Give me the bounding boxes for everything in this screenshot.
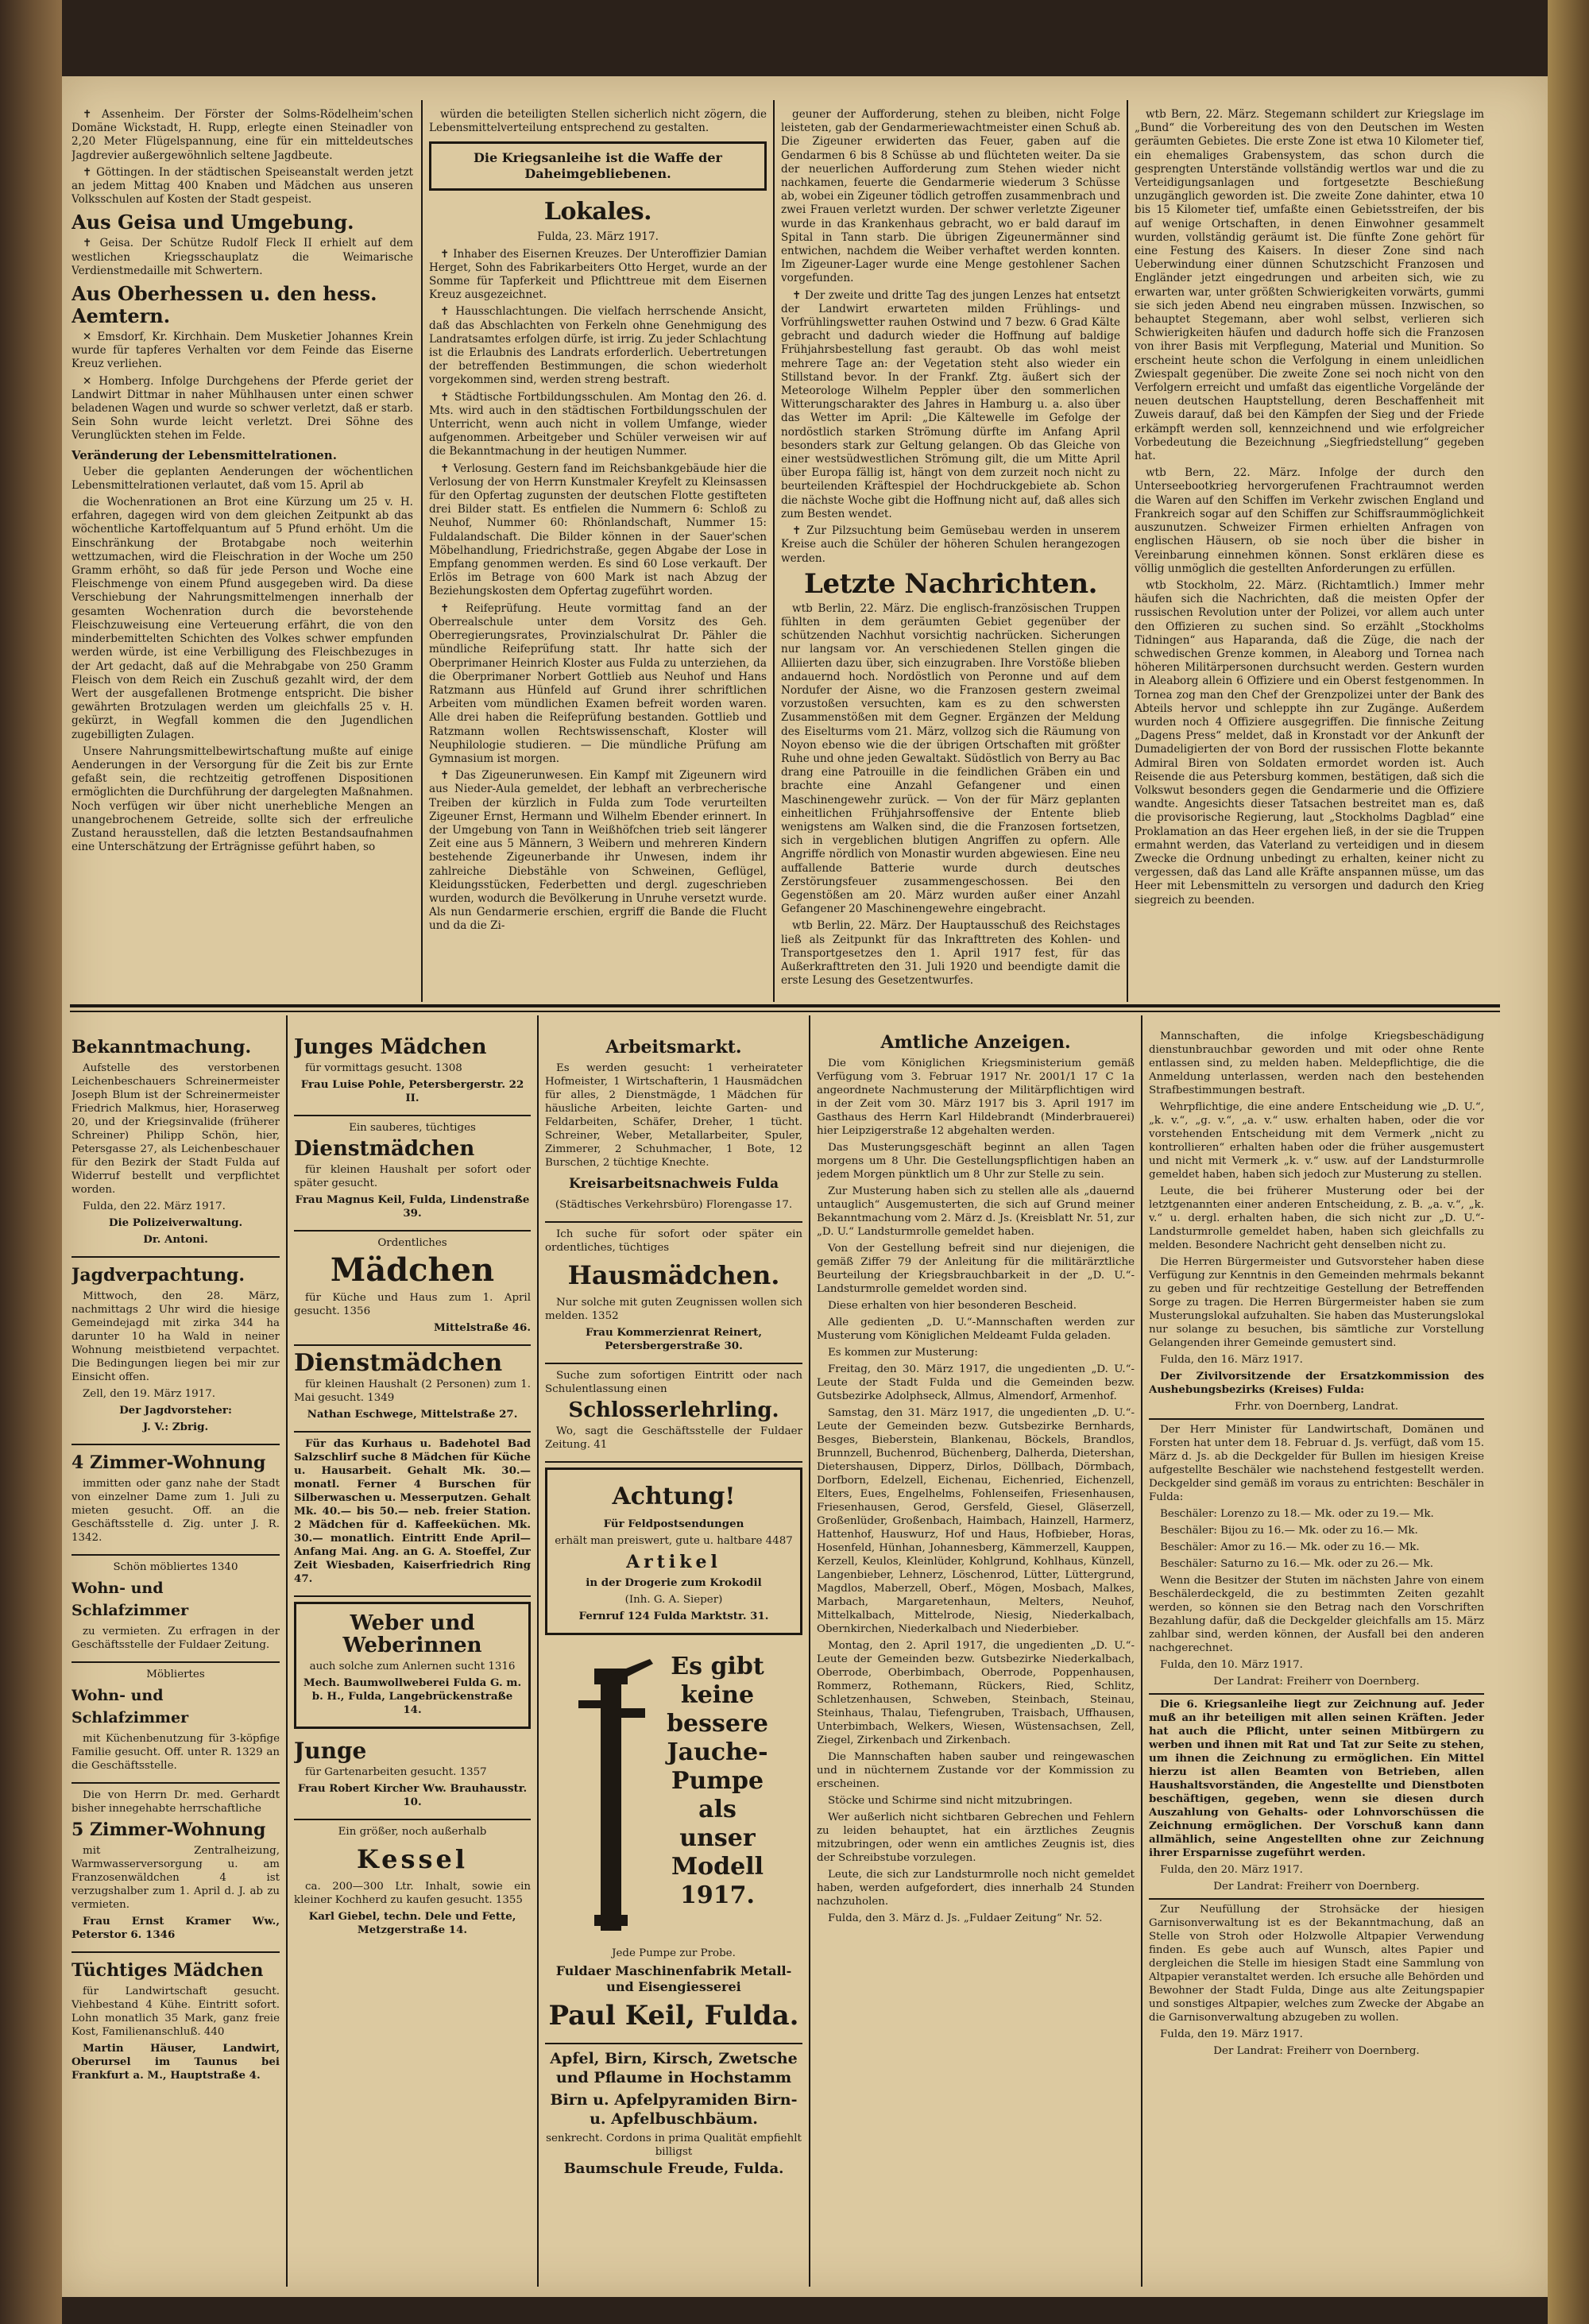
notice-signature: Der Landrat: Freiherr von Doernberg. [1213,2045,1420,2057]
notice-text: Leute, die bei früherer Musterung oder bei der letztgenannten einer anderen Entscheidung, z. B. „a. v.“, „k. v.“ u. dergl. erhalten haben, die sich nicht zur „D. U.“-Landsturmrolle gemeldet haben, haben sich gleichfalls zu melden. Besondere Nachricht geht denselben nicht zu. [1149,1185,1484,1251]
ad-text: zu vermieten. Zu erfragen in der Geschäftsstelle der Fuldaer Zeitung. [72,1626,280,1651]
ad-job [294,1030,531,1116]
news-item: ✝ Zur Pilzsuchtung beim Gemüsebau werden in unserem Kreise auch die Schüler der höheren Schulen herangezogen werden. [781,524,1120,565]
column-rule [421,100,423,1002]
ad-labor-market [545,1030,802,1223]
ad-text: Aufstelle des verstorbenen Leichenbeschauers Schreinermeister Joseph Blum ist der Schreinermeister Friedrich Malkmus, hier, Horaserweg 20, und der Kriegsinvalide (früherer Schreiner) Philipp Schön, hier, Petersgasse 27, als Leichenbeschauer für den Bezirk der Stadt Fulda auf Widerruf bestellt und verpflichtet worden. [72,1062,280,1196]
notice-text: Wer außerlich nicht sichtbaren Gebrechen und Fehlern zu leiden behauptet, hat ein ärztliches Zeugnis mitzubringen, oder wenn ein amtliches Zeugnis ist, dies der Schreibstube vorzulegen. [817,1812,1135,1864]
ad-text: senkrecht. Cordons in prima Qualität empfiehlt billigst [546,2133,802,2158]
news-item: geuner der Aufforderung, stehen zu bleiben, nicht Folge leisteten, gab der Gendarmeriewachtmeister einen Schuß ab. Die Zigeuner erwiderten das Feuer, gaben auf die Gendarmen 6 bis 8 Schüsse ab und flüchteten weiter. Da sie der neuerlichen Aufforderung zum Stehen wieder nicht nachkamen, feuerte die Gendarmerie wiederum 3 Schüsse ab, wobei ein Zigeuner tödlich getroffen zusammenbrach und zwei Frauen verletzt wurden. Der schwer verletzte Zigeuner wurde in das Krankenhaus gebracht, wo er bald darauf im Spital in Tann starb. Die übrigen Zigeunermänner sind entwichen, nachdem die Weiber verhaftet werden konnten. Im Zigeuner-Lager wurde eine Menge gestohlener Sachen vorgefunden. [781,108,1120,285]
ad-job [72,1953,280,2092]
notice-text: Diese erhalten von hier besonderen Bescheid. [828,1300,1077,1312]
ad-text: ca. 200—300 Ltr. Inhalt, sowie ein kleiner Kochherd zu kaufen gesucht. 1355 [294,1881,531,1906]
ad-signature: Frau Magnus Keil, Fulda, Lindenstraße 39. [295,1193,530,1220]
ad-signature: Dr. Antoni. [143,1233,208,1246]
ad-subtitle: Für Feldpostsendungen [603,1518,744,1530]
notice-date: Fulda, den 16. März 1917. [1160,1354,1303,1366]
ad-signature: Frau Ernst Kramer Ww., Peterstor 6. 1346 [72,1915,280,1941]
ad-room [72,1556,280,1663]
notice-date: Fulda, den 20. März 1917. [1160,1864,1303,1876]
news-item: ✝ Hausschlachtungen. Die vielfach herrschende Ansicht, daß das Abschlachten von Ferkeln ohne Genehmigung des Landratsamtes erfolgen dürfe, ist irrig. Zu jeder Schlachtung ist die Erlaubnis des Landrats erforderlich. Uebertretungen der betreffenden Bestimmungen, die schon wiederholt vorgekommen sind, werden streng bestraft. [429,305,767,387]
ad-pre: Ein sauberes, tüchtiges [349,1122,476,1134]
column-rule [809,1015,810,2287]
section-heading: Aus Geisa und Umgebung. [72,211,354,234]
ads-column-5 [1149,1030,1484,2293]
ad-job [294,1116,531,1232]
notice-text: Beschäler: Bijou zu 16.— Mk. oder zu 16.— Mk. [1160,1525,1418,1537]
notice-signature: Frhr. von Doernberg, Landrat. [1149,1400,1484,1420]
notice-text: Das Musterungsgeschäft beginnt an allen Tagen morgens um 8 Uhr. Die Gestellungspflichtigen haben an jedem Morgen pünktlich um 8 Uhr zur Stelle zu sein. [817,1142,1135,1181]
ad-apprentice [545,1364,802,1463]
dateline: Fulda, 23. März 1917. [537,230,659,244]
news-item: ✝ Reifeprüfung. Heute vormittag fand an der Oberrealschule unter dem Vorsitz des Geh. Oberregierungsrates, Provinzialschulrat Dr. Pähler die mündliche Reifeprüfung statt. Ihr hatte sich der Oberprimaner Heinrich Kloster aus Fulda zu unterziehen, da die Oberprimaner Norbert Gottlieb aus Neuhof und Hans Ratzmann aus Hünfeld auf Grund ihrer schriftlichen Arbeiten vom mündlichen Examen befreit worden waren. Alle drei haben die Reifeprüfung bestanden. Gottlieb und Ratzmann wollen Rechtswissenschaft, Kloster will Neuphilologie studieren. — Die mündliche Prüfung am Gymnasium ist morgen. [429,601,767,765]
ads-column-1 [72,1030,280,2293]
ad-hunting-lease [72,1258,280,1445]
ad-signature: Martin Häuser, Landwirt, Oberursel im Taunus bei Frankfurt a. M., Hauptstraße 4. [72,2042,280,2082]
ad-text: mit Zentralheizung, Warmwasserversorgung u. am Franzosenwäldchen 4 ist verzugshalber zum 1. April d. J. ab zu vermieten. [72,1845,280,1911]
ad-text: für vormittags gesucht. 1308 [305,1062,462,1074]
notice-text: Stöcke und Schirme sind nicht mitzubringen. [828,1795,1073,1807]
ad-text: für kleinen Haushalt per sofort oder später gesucht. [294,1164,531,1189]
ad-pre: Schön möbliertes 1340 [113,1561,238,1573]
ad-text: Es werden gesucht: 1 verheirateter Hofmeister, 1 Wirtschafterin, 1 Hausmädchen für alles, 2 Dienstmägde, 1 Mädchen für häusliche Arbeiten, leichte Garten- und Feldarbeiten, Schäfer, Dreher, 1 tücht. Schreiner, Weber, Metallarbeiter, Spuler, Zimmerer, 2 Schuhmacher, 1 Bote, 12 Burschen, 2 tüchtige Knechte. [545,1062,802,1169]
ad-signature: Frau Kommerzienrat Reinert, Petersbergerstraße 30. [585,1326,762,1352]
ad-title: Kreisarbeitsnachweis Fulda [568,1176,779,1192]
section-heading: Aus Oberhessen u. den hess. Aemtern. [72,282,377,328]
notice-text: Mannschaften, die infolge Kriegsbeschädigung dienstunbrauchbar geworden und mit oder ohne Rente entlassen sind, zu melden haben. Meldepflichtige, die die Anmeldung unterlassen, werden nach den bestehenden Strafbestimmungen bestraft. [1149,1031,1484,1096]
ad-job [294,1346,531,1433]
notice-date: Fulda, den 19. März 1917. [1160,2028,1303,2040]
notice-text: Zur Neufüllung der Strohsäcke der hiesigen Garnisonverwaltung ist es der Bekanntmachung, daß an Stelle von Stroh oder Holzwolle Altpapier Verwendung finden. Es gebe auch auf Wunsch, altes Papier und dergleichen die Stelle im hiesigen Stadt eine Sammlung von Altpapier veranstaltet werden. Ich ersuche alle Behörden und Bewohner der Stadt Fulda, Dinge aus alte Zeitungspapier und sonstiges Altpapier, welches zum Zwecke der Abgabe an die Garnisonverwaltung abzugeben zu wollen. [1149,1904,1484,2024]
ad-name: Paul Keil, Fulda. [548,2000,799,2032]
news-item: ✝ Assenheim. Der Förster der Solms-Rödelheim'schen Domäne Wickstadt, H. Rupp, erlegte einen Steinadler von 2,20 Meter Flügelspannung, eine für ein mitteldeutsches Jagdrevier außergewöhnlich seltene Jagdbeute. [72,108,413,162]
ad-job [294,1232,531,1346]
ad-title: Wohn- und Schlafzimmer [72,1687,189,1727]
ad-title: Hausmädchen. [567,1260,780,1290]
notice-text: Alle gedienten „D. U.“-Mannschaften werden zur Musterung vom Königlichen Meldeamt Fulda geladen. [817,1317,1135,1342]
notice-text: Samstag, den 31. März 1917, die ungedienten „D. U.“-Leute der Gemeinden bezw. Gutsbezirke Bernhards, Besges, Bieberstein, Blankenau, Böckels, Brandlos, Brunnzell, Buchenrod, Büchenberg, Dalherda, Dietershan, Dietershausen, Dipperz, Dirlos, Döllbach, Dörmbach, Dorfborn, Edelzell, Eichenau, Eichenried, Eichenzell, Elters, Eues, Engelhelms, Fohlenseifen, Friesenhausen, Friesenhausen, Gerod, Gersfeld, Giesel, Gläserzell, Großenlüder, Großenbach, Haimbach, Hainzell, Harmerz, Hattenhof, Hauswurz, Hof und Haus, Hofbieber, Horas, Hosenfeld, Hünhan, Johannesberg, Kämmerzell, Kauppen, Kerzell, Keulos, Kleinlüder, Kohlgrund, Kohlhaus, Künzell, Langenbieber, Lehnerz, Löschenrod, Lütter, Lüttergrund, Magdlos, Maberzell, Oberf., Mögen, Mosbach, Malkes, Marbach, Margaretenhaun, Melters, Neuhof, Mittelkalbach, Mittelrode, Niesig, Niederkalbach, Obernkirchen, Niederkalbach und Niederbieber. [817,1407,1135,1635]
notice-text: Die vom Königlichen Kriegsministerium gemäß Verfügung vom 3. Februar 1917 Nr. 2001/1 17 C 1a angeordnete Nachmusterung der Militärpflichtigen wird in der Zeit vom 30. März 1917 bis 3. April 1917 im Gasthaus des Herrn Karl Hildebrandt (Minderbrauerei) hier Leipzigerstraße 12 abgehalten werden. [817,1058,1135,1137]
ad-title: 5 Zimmer-Wohnung [72,1819,266,1840]
news-item: wtb Stockholm, 22. März. (Richtamtlich.) Immer mehr häufen sich die Nachrichten, daß die meisten Opfer der russischen Revolution unter der Polizei, vor allem auch unter den Offizieren zu suchen sind. So erzählt „Stockholms Tidningen“ aus Haparanda, daß die Züge, die nach der schwedischen Grenze kommen, in Aleaborg und Tornea nach höheren Militärpersonen durchsucht werden. Gestern wurden in Aleaborg allein 6 Offiziere und ein Oberst festgenommen. In Tornea zog man den Chef der Grenzpolizei unter der Bank des Abteils hervor und schleppte ihn zur Zugänge. Außerdem wurden noch 4 Offiziere ausgegriffen. Die finnische Zeitung „Dagens Press“ meldet, daß in Kronstadt vor der Ankunft der Dumadeligierten der von Bord der russischen Flotte bekannte Admiral Biren von Soldaten ermordet worden ist. Auch Reisende die aus Petersburg kommen, bestätigen, daß sich die Volkswut besonders gegen die Gendarmerie und die Offiziere wandte. Angesichts dieser Tatsachen bestreitet man es, daß die provisorische Regierung, laut „Stockholms Dagblad“ eine Proklamation an das Heer ergehen ließ, in der sie die Truppen ermahnt werden, das Vaterland zu verteidigen und in diesem Zwecke die Ordnung unbedingt zu erhalten, keiner nicht zu vergessen, daß das Land alle Kräfte anspannen müsse, um das Heer mit Lebensmitteln zu versorgen und dadurch den Krieg siegreich zu beenden. [1135,578,1484,907]
ad-item: Artikel [626,1552,721,1572]
notice-text: Leute, die sich zur Landsturmrolle noch nicht gemeldet haben, werden aufgefordert, dies innerhalb 24 Stunden nachzuholen. [817,1869,1135,1908]
notice-text: Beschäler: Saturno zu 16.— Mk. oder zu 26.— Mk. [1160,1558,1434,1570]
scan-top-margin [0,0,1589,76]
news-item: wtb Bern, 22. März. Stegemann schildert zur Kriegslage im „Bund“ die Vorbereitung des von den Deutschen im Westen geräumten Gebietes. Die erste Zone ist etwa 10 Kilometer tief, ein ehemaliges Grabensystem, das schon durch die gesprengten Unterstände vollständig wertlos war und die zu Verteidigungsanlagen und fortgesetzte Beschießung unzugänglich geworden ist. Die zweite Zone dahinter, etwa 10 bis 15 Kilometer tief, umfaßte einen Gebietsstreifen, der bis auf wenige Ortschaften, in denen Einwohner gesammelt wurden, vollständig geräumt ist. Die fünfte Zone gehört für eine Festung des Kaisers. In dieser Zone sind nach Ueberwindung einer dünnen Schutzschicht Franzosen und Engländer jetzt eingedrungen und arbeiten sich, wie zu erwarten war, unter größten Schwierigkeiten vorwärts, gummi sie sich jeden Abend neu eingraben müssen. Inzwischen, so behauptet Stegemann, aber wohl selbst, verlieren sich Schwierigkeiten häufen und dadurch hoffe sich die Franzosen von ihrer Basis mit Verpflegung, Material und Munition. So erscheint heute schon die Verfolgung in einem unleidlichen Zwiespalt gegenüber. Die zweite Zone sei noch nicht von den Verfolgern erreicht und umfaßt das eigentliche Vorgelände der neuen deutschen Hauptstellung, deren Beschaffenheit mit Zuweis darauf, daß bei den Kämpfen der Sieg und der Friede erkämpft werden soll, kennzeichnend und wie erfolgreicher Vorbedeutung die Bezeichnung „Siegfriedstellung“ gegeben hat. [1135,108,1484,463]
column-rule [1127,100,1128,1002]
ad-signature: Der Jagdvorsteher: [119,1404,232,1417]
article-text: die Wochenrationen an Brot eine Kürzung um 25 v. H. erfahren, dagegen wird von dem gleichen Zeitpunkt ab das wöchentliche Kartoffelquantum auf 5 Pfund erhöht. Um die Einschränkung der Brotabgabe noch weiterhin wettzumachen, wird die Fleischration in der Woche um 250 Gramm erhöht, so daß für jede Person und Woche eine Fleischmenge von einem Pfund ausgegeben wird. Da diese Verschiebung der Nahrungsmittelmengen innerhalb der gesamten Wochenration durch die bevorstehende Fleischzuweisung eine Verteuerung erfährt, die von den minderbemittelten Schichten des Volkes schwer empfunden werden würde, ist eine Verbilligung des Fleischbezuges in der Art gedacht, daß auf die Mehrabgabe von 250 Gramm Fleisch von dem Reich ein Zuschuß gezahlt wird, der dem Wert der ausgefallenen Brotmenge entspricht. Die bisher gewährten Brotzulagen werden um gleichfalls 25 v. H. gekürzt, in Wegfall kommen die den Jugendlichen zugebilligten Zulagen. [72,496,413,741]
article-column-3 [781,108,1120,1002]
ad-title: Arbeitsmarkt. [605,1037,742,1058]
notice-text: Wenn die Besitzer der Stuten im nächsten Jahre von einem Beschälerdeckgeld, die zu bestimmten Zeiten gezahlt werden, so können sie den Betrag nach den Vorschriften Bezahlung dafür, daß die Deckgelder gleichfalls am 15. März zahlbar sind, werden können, der Ausfall bei den anderen nachgerechnet. [1149,1575,1484,1654]
notice-text: Wehrpflichtige, die eine andere Entscheidung wie „D. U.“, „k. v.“, „g. v.“, „a. v.“ usw. erhalten haben, oder die vor vorstehenden Entscheidung mit dem Vermerk „nicht zu kontrollieren“ erhalten haben oder die früher ausgemustert und nicht mit Vermerk „k. v.“ usw. auf der Landsturmrolle gemeldet haben, haben sich jedoch zur Musterung zu stellen. [1149,1101,1484,1181]
ad-title: Kessel [356,1844,468,1874]
ad-apartment [72,1445,280,1556]
ad-signature: Die Polizeiverwaltung. [108,1216,243,1229]
ad-nursery [545,2044,802,2185]
ad-text: für kleinen Haushalt (2 Personen) zum 1. Mai gesucht. 1349 [294,1379,531,1404]
article-text: würden die beteiligten Stellen sicherlich nicht zögern, die Lebensmittelverteilung entsprechend zu gestalten. [429,108,767,135]
news-item: ✝ Verlosung. Gestern fand im Reichsbankgebäude hier die Verlosung der von Herrn Kunstmaler Kreyfelt zu Kleinsassen für den Opfertag zugunsten der deutschen Flotte gestifteten drei Bilder statt. Es entfielen die Nummern 6: Schloß zu Neuhof, Nummer 60: Rhönlandschaft, Nummer 15: Fuldalandschaft. Die Bilder können in der Sauer'schen Möbelhandlung, Friedrichstraße, gegen Abgabe der Lose in Empfang genommen werden. Es sind 60 Lose verkauft. Der Erlös im Betrage von 600 Mark ist nach Abzug der Beziehungskosten dem Opfertag zugeführt worden. [429,462,767,598]
ad-signature: Nathan Eschwege, Mittelstraße 27. [307,1408,518,1421]
notice-text: Die Mannschaften haben sauber und reingewaschen und in nüchternem Zustande vor der Kommission zu erscheinen. [817,1751,1135,1790]
ad-title: Bekanntmachung. [72,1037,252,1058]
section-divider [70,1011,1500,1012]
pump-illustration [570,1653,777,1939]
ad-signature: J. V.: Zbrig. [142,1421,209,1433]
ads-column-3 [545,1030,802,2293]
ad-text: für Küche und Haus zum 1. April gesucht. 1356 [294,1292,531,1317]
ad-text: mit Küchenbenutzung für 3-köpfige Familie gesucht. Off. unter R. 1329 an die Geschäftsstelle. [72,1733,280,1772]
ad-text: für Landwirtschaft gesucht. Viehbestand 4 Kühe. Eintritt sofort. Lohn monatlich 35 Mark, ganz freie Kost, Familienanschluß. 440 [72,1986,280,2038]
ad-text: immitten oder ganz nahe der Stadt von einzelner Dame zum 1. Juli zu mieten gesucht. Off. an die Geschäftsstelle d. Zig. unter J. R. 1342. [72,1478,280,1544]
ad-title: Schlosserlehrling. [568,1398,779,1422]
news-item: ✝ Geisa. Der Schütze Rudolf Fleck II erhielt auf dem westlichen Kriegsschauplatz die Weimarische Verdienstmedaille mit Schwertern. [72,237,413,277]
section-divider [70,1004,1500,1007]
article-column-4 [1135,108,1484,1002]
news-item: wtb Berlin, 22. März. Die englisch-französischen Truppen fühlten in dem geräumten Gebiet gegenüber der schützenden Nachhut vorsichtig nachrücken. Sicherungen nur langsam vor. An verschiedenen Stellen gingen die Alliierten dazu über, sich einzugraben. Ihre Vorstöße blieben andauernd hoch. Nordöstlich von Peronne und auf dem Nordufer der Aisne, wo die Franzosen gestern zweimal vorzustoßen versuchten, kam es zu den schwersten Zusammenstößen mit dem Gegner. Ergänzen der Meldung des Eiselturms vom 21. März, vollzog sich die Räumung von Noyon ebenso wie die der übrigen Ortschaften mit größter Ruhe und ohne jeden Gewaltakt. Südöstlich von Berry au Bac drang eine Patrouille in die feindlichen Gräben ein und brachte eine Anzahl Gefangener und einen Maschinengewehr zurück. — Von der für März geplanten einheitlichen Frühjahrsoffensive der Entente blieb wenigstens am Walken sind, die die Franzosen fortsetzen, sich in vergeblichen blutigen Angriffen zu opfern. Alle Angriffe nördlich von Monastir wurden abgewiesen. Eine neu auffallende Batterie wurde durch deutsches Zerstörungsfeuer zusammengeschossen. Bei den Gegenstößen am 20. März wurden außer einer Anzahl Gefangener 20 Maschinengewehre eingebracht. [781,601,1120,916]
notice-signature: Der Landrat: Freiherr von Doernberg. [1149,1880,1484,1900]
ad-pump [545,1640,802,2044]
ad-signature: Baumschule Freude, Fulda. [563,2160,784,2177]
ad-title: Achtung! [612,1483,736,1510]
ad-job [294,1734,531,1820]
notice-signature: Der Landrat: Freiherr von Doernberg. [1149,1675,1484,1695]
column-rule [1141,1015,1142,2287]
news-item: ✝ Göttingen. In der städtischen Speiseanstalt werden jetzt an jedem Mittag 400 Knaben und Mädchen aus unseren Volksschulen auf Kosten der Stadt gespeist. [72,165,413,207]
news-item: ✕ Emsdorf, Kr. Kirchhain. Dem Musketier Johannes Krein wurde für tapferes Verhalten vor dem Feinde das Eiserne Kreuz verliehen. [72,331,413,371]
ad-text: Suche zum sofortigen Eintritt oder nach Schulentlassung einen [545,1370,802,1395]
notice-text: Montag, den 2. April 1917, die ungedienten „D. U.“-Leute der Gemeinden bezw. Gutsbezirke Niederkalbach, Oberrode, Oberbimbach, Oberrode, Poppenhausen, Rommerz, Rothemann, Rückers, Ried, Schlitz, Schletzenhausen, Schweben, Steinbach, Steinau, Steinhaus, Thalau, Tiefengruben, Traisbach, Uffhausen, Unterbimbach, Welkers, Wiesen, Wüstensachsen, Zell, Ziegel, Zirkenbach und Zirkenbach. [817,1640,1135,1746]
notice-text: Es kommen zur Musterung: [828,1347,978,1359]
ad-owner: (Inh. G. A. Sieper) [624,1594,723,1606]
ads-column-4 [817,1030,1135,2293]
ad-title: Dienstmädchen [294,1349,503,1377]
ad-text: erhält man preiswert, gute u. haltbare 4487 [555,1535,793,1547]
notice-text: Der Herr Minister für Landwirtschaft, Domänen und Forsten hat unter dem 18. Februar d. Js. verfügt, daß vom 15. März d. Js. ab die Deckgelder für Bullen im hiesigen Kreise aufgestellte Beschäler wie nachstehend festgestellt werden. Deckgelder sind gemäß im voraus zu entrichten: Beschäler in Fulda: [1149,1424,1484,1503]
pump-icon [570,1653,658,1939]
ad-signature: Karl Giebel, techn. Dele und Fette, Metzgerstraße 14. [308,1910,516,1936]
column-rule [286,1015,288,2287]
ad-title: Jagdverpachtung. [72,1265,246,1286]
article-text: Ueber die geplanten Aenderungen der wöchentlichen Lebensmittelrationen verlautet, daß vom 15. April ab [72,465,413,492]
notice-text: Die Herren Bürgermeister und Gutsvorsteher haben diese Verfügung zur Kenntnis in den Gemeinden mehrmals bekannt zu geben und für rechtzeitige Gestellung der Betreffenden Sorge zu tragen. Die Herren Bürgermeister haben sie zum Musterungslokal aufzuhalten. Sie haben das Musterungslokal nur solange zu besuchen, bis sämtliche zur Vorstellung Gelangenden ihrer Gemeinde gemustert sind. [1149,1256,1484,1349]
article-column-2 [429,108,767,1002]
ad-weaver [294,1602,531,1729]
notice-date: Fulda, den 10. März 1917. [1160,1659,1303,1671]
binding-edge [1548,0,1589,2324]
ad-title: Junge [294,1738,367,1764]
ad-notice-undertaker [72,1030,280,1258]
ad-wanted [294,1820,531,1947]
news-item: ✝ Der zweite und dritte Tag des jungen Lenzes hat entsetzt der Landwirt erwarteten milden Frühlings- und Vorfrühlingswetter rauhen Ostwind und 7 bezw. 6 Grad Kälte gebracht und dadurch wieder die Hoffnung auf baldige Frühjahrsbestellung fast geraubt. Ob das wohl meist mehrere Tage an: der Vegetation steht also wieder ein Stillstand bevor. In der Frankf. Ztg. äußert sich der Meteorologe Wilhelm Peppler über den sommerlichen Witterungscharakter des Jahres in Hamburg u. a. also über das Wetter im April: „Die Kältewelle im Gefolge der nordöstlich starken Strömung dürfte im Anfang April besonders stark zur Geltung gelangen. Ob das Gleiche von einer westsüdwestlichen Strömung gilt, die um Mitte April über Europa fällig ist, hängt von dem zurzeit noch nicht zu beurteilenden Kräftespiel der Hochdruckgebiete ab. Schon die nächste Woche gibt die Hoffnung nicht auf, daß alles sich zum Besten wendet. [781,288,1120,520]
notice-text: Die 6. Kriegsanleihe liegt zur Zeichnung auf. Jeder muß an ihr beteiligen mit allen seinen Kräften. Jeder hat auch die Pflicht, unter seinen Mitbürgern zu werben und ihnen mit Rat und Tat zur Seite zu stehen, um ihnen die Zeichnung zu ermöglichen. Ein Mittel hierzu ist allen Beamten von Betrieben, allen Haushaltsvorständen, die Angestellte und Dienstboten beschäftigen, gegeben, wenn sie diesen durch Auszahlung von Gehalts- oder Lohnvorschüssen die Zeichnung ermöglichen. Der Vorschuß kann dann allmählich, seine Angestellten ohne zur Zeichnung ihrer Ersparnisse zugeführt werden. [1149,1698,1484,1859]
ad-pre: Ordentliches [377,1237,447,1249]
ad-job [294,1433,531,1597]
ad-title: Mädchen [330,1251,495,1289]
ad-firm: Fuldaer Maschinenfabrik Metall- und Eisengiesserei [555,1963,792,1994]
ad-drugstore [545,1467,802,1635]
ad-text: (Städtisches Verkehrsbüro) Florengasse 17. [555,1199,793,1211]
ad-address: Mittelstraße 46. [434,1321,531,1334]
ad-title: Dienstmädchen [294,1137,475,1161]
column-rule [537,1015,539,2287]
section-heading: Amtliche Anzeigen. [880,1032,1071,1053]
ad-shop: in der Drogerie zum Krokodil [586,1576,762,1589]
ad-text: auch solche zum Anlernen sucht 1316 [309,1661,516,1672]
ad-pre: Ein größer, noch außerhalb [338,1826,487,1838]
notice-signature: Der Zivilvorsitzende der Ersatzkommission des Aushebungsbezirks (Kreises) Fulda: [1149,1370,1484,1396]
section-heading: Lokales. [543,198,652,226]
column-rule [773,100,775,1002]
ad-room [72,1663,280,1784]
news-item: ✕ Homberg. Infolge Durchgehens der Pferde geriet der Landwirt Dittmar in naher Mühlhausen unter einen schwer beladenen Wagen und wurde so schwer verletzt, daß er starb. Sein Sohn wurde leicht verletzt. Drei Söhne des Verunglückten stehen im Felde. [72,374,413,443]
notice-text: Von der Gestellung befreit sind nur diejenigen, die gemäß Ziffer 79 der Anleitung für die militärärztliche Beurteilung der Kriegsbrauchbarkeit in der „D. U.“-Landsturmrolle gemeldet worden sind. [817,1243,1135,1295]
ad-text: Wo, sagt die Geschäftsstelle der Fuldaer Zeitung. 41 [545,1425,802,1451]
ad-title: Weber und Weberinnen [342,1611,482,1657]
notice-text: Beschäler: Amor zu 16.— Mk. oder zu 16.— Mk. [1160,1541,1420,1553]
news-item: ✝ Städtische Fortbildungsschulen. Am Montag den 26. d. Mts. wird auch in den städtischen Fortbildungsschulen der Unterricht, wenn auch nicht in vollem Umfange, wieder aufgenommen. Arbeitgeber und Schüler verweisen wir auf die Bekanntmachung in der heutigen Nummer. [429,390,767,458]
ad-phone: Fernruf 124 Fulda Marktstr. 31. [578,1610,769,1622]
ad-signature: Frau Luise Pohle, Petersbergerstr. 22 II. [300,1078,524,1104]
article-heading: Veränderung der Lebensmittelrationen. [72,447,337,462]
ad-text: Für das Kurhaus u. Badehotel Bad Salzschlirf suche 8 Mädchen für Küche u. Hausarbeit. Gehalt Mk. 30.— monatl. Ferner 4 Burschen für Silberwaschen u. Messerputzen. Gehalt Mk. 40.— bis 50.— neb. freier Station. 2 Mädchen für d. Kaffeeküchen. Mk. 30.— monatlich. Eintritt Ende April—Anfang Mai. Ang. an G. A. Stoeffel, Zur Zeit Wiesbaden, Kaiserfriedrich Ring 47. [294,1437,531,1585]
ad-text: Birn u. Apfelpyramiden Birn-u. Apfelbuschbäum. [550,2091,798,2128]
ad-title: Junges Mädchen [294,1035,487,1059]
ad-pre: Möbliertes [146,1669,205,1680]
notice-text: Fulda, den 3. März d. Js. „Fuldaer Zeitung“ Nr. 52. [828,1912,1103,1924]
ad-text: Ich suche für sofort oder später ein ordentliches, tüchtiges [545,1228,802,1254]
ad-date: Fulda, den 22. März 1917. [83,1201,226,1212]
ad-title: Tüchtiges Mädchen [72,1960,264,1981]
ad-signature: Mech. Baumwollweberei Fulda G. m. b. H., Fulda, Langebrückenstraße 14. [303,1676,522,1716]
notice-text: Zur Musterung haben sich zu stellen alle als „dauernd untauglich“ Ausgemusterten, die sich auf Grund meiner Bekanntmachung vom 2. März d. Js. (Kreisblatt Nr. 51, zur „D. U.“ Landsturmrolle gemeldet haben. [817,1185,1135,1238]
ad-text: Apfel, Birn, Kirsch, Zwetsche und Pflaume in Hochstamm [550,2050,798,2086]
news-item: wtb Berlin, 22. März. Der Hauptausschuß des Reichstages ließ als Zeitpunkt für das Inkrafttreten des Kohlen- und Transportgesetzes den 1. April 1917 fest, für das Außerkrafttreten den 31. Juli 1920 und beendigte damit die erste Lesung des Gesetzentwurfes. [781,919,1120,988]
notice-text: Freitag, den 30. März 1917, die ungedienten „D. U.“-Leute der Stadt Fulda und die Gemeinden bezw. Gutsbezirke Adolphseck, Allmus, Almendorf, Armenhof. [817,1363,1135,1402]
war-bond-box: Die Kriegsanleihe ist die Waffe der Daheimgebliebenen. [429,141,767,191]
ad-job [545,1223,802,1364]
ad-text: für Gartenarbeiten gesucht. 1357 [305,1766,487,1778]
news-item: ✝ Das Zigeunerunwesen. Ein Kampf mit Zigeunern wird aus Nieder-Aula gemeldet, der lebhaft an verbrecherische Treiben der kürzlich in Fulda zum Tode verurteilten Zigeuner Ernst, Hermann und Wilhelm Ebender erinnert. In der Umgebung von Tann in Weißhöfchen trieb seit längerer Zeit eine aus 5 Männern, 3 Weibern und mehreren Kindern bestehende Zigeunerbande ihr Unwesen, indem ihr zahlreiche Diebstähle von Schweinen, Geflügel, Kleidungsstücken, Federbetten und dergl. zugeschrieben wurden, wodurch die Bevölkerung in Unruhe versetzt wurde. Als nun Gendarmerie erschien, ergriff die Bande die Flucht und da die Zi- [429,769,767,933]
ad-text: Die von Herrn Dr. med. Gerhardt bisher innegehabte herrschaftliche [72,1789,280,1815]
newspaper-page [62,76,1548,2297]
book-spine [0,0,62,2324]
section-heading: Letzte Nachrichten. [804,567,1097,600]
ad-title: Wohn- und Schlafzimmer [72,1580,189,1619]
pump-slogan: Es gibt keine bessere Jauche-Pumpe als unser Modell 1917. [667,1653,768,1909]
news-item: ✝ Inhaber des Eisernen Kreuzes. Der Unteroffizier Damian Herget, Sohn des Fabrikarbeiters Otto Herget, wurde an der Somme für Tapferkeit und Pflichttreue mit dem Eisernen Kreuz ausgezeichnet. [429,247,767,302]
notice-text: Beschäler: Lorenzo zu 18.— Mk. oder zu 19.— Mk. [1160,1508,1434,1520]
ad-date: Zell, den 19. März 1917. [83,1388,215,1400]
ad-signature: Frau Robert Kircher Ww. Brauhausstr. 10. [297,1782,528,1808]
ad-text: Mittwoch, den 28. März, nachmittags 2 Uhr wird die hiesige Gemeindejagd mit zirka 344 ha darunter 10 ha Wald in neiner Wohnung meistbietend verpachtet. Die Bedingungen liegen bei mir zur Einsicht offen. [72,1290,280,1383]
article-text: Unsere Nahrungsmittelbewirtschaftung mußte auf einige Aenderungen in der Versorgung für die Zeit bis zur Ernte gefaßt sein, die rechtzeitig getroffenen Dispositionen ermöglichten die Durchführung der dargelegten Maßnahmen. Noch verfügen wir über nicht unerhebliche Mengen an unangebrochenem Getreide, sollte sich der erfreuliche Zustand herausstellen, daß die letzten Bestandsaufnahmen eine Unterschätzung der Erträgnisse geführt haben, so [72,744,413,854]
ad-note: Jede Pumpe zur Probe. [612,1947,736,1959]
ad-title: 4 Zimmer-Wohnung [72,1452,266,1473]
article-column-1 [72,108,413,1002]
ad-text: Nur solche mit guten Zeugnissen wollen sich melden. 1352 [545,1297,802,1322]
ads-column-2 [294,1030,531,2293]
news-item: wtb Bern, 22. März. Infolge der durch den Unterseebootkrieg hervorgerufenen Frachtraumnot werden die Waren auf den Schiffen im Verkehr zwischen England und Frankreich sogar auf den Schiffen zur Schiffsraummöglichkeit auszunutzen. Schweizer Firmen erhielten Anfragen von englischen Häusern, ob sie noch über die bisher in Vereinbarung einnehmen können. Sonst erklären diese es völlig unmöglich die gestellten Anforderungen zu erfüllen. [1135,466,1484,575]
ad-apartment [72,1784,280,1953]
